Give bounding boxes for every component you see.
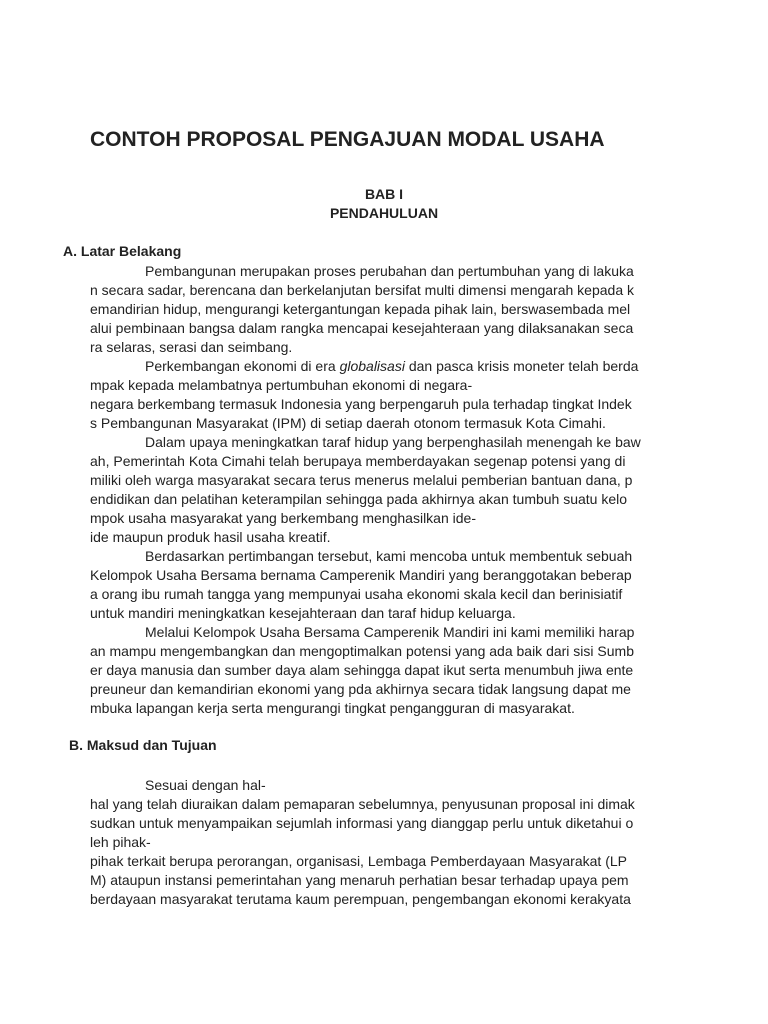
paragraph-line <box>145 357 638 376</box>
paragraph-line: emandirian hidup, mengurangi ketergantungan kepada pihak lain, berswasembada mel <box>90 301 631 317</box>
paragraph-line: Sesuai dengan hal- <box>145 777 266 793</box>
paragraph-line: untuk mandiri meningkatkan kesejahteraan dan taraf hidup keluarga. <box>90 605 516 621</box>
paragraph-line: mpak kepada melambatnya pertumbuhan ekonomi di negara- <box>90 377 473 393</box>
paragraph-line: alui pembinaan bangsa dalam rangka mencapai kesejahteraan yang dilaksanakan seca <box>90 320 634 336</box>
paragraph-line: mbuka lapangan kerja serta mengurangi tingkat pengangguran di masyarakat. <box>90 700 575 716</box>
paragraph-line: preuneur dan kemandirian ekonomi yang pda akhirnya secara tidak langsung dapat me <box>90 681 631 697</box>
paragraph-line: ah, Pemerintah Kota Cimahi telah berupaya memberdayakan segenap potensi yang di <box>90 453 626 469</box>
paragraph-line: negara berkembang termasuk Indonesia yang berpengaruh pula terhadap tingkat Indek <box>90 396 632 412</box>
italic-term-globalisasi: globalisasi <box>339 358 405 374</box>
paragraph-line: ide maupun produk hasil usaha kreatif. <box>90 529 331 545</box>
paragraph-line: Berdasarkan pertimbangan tersebut, kami mencoba untuk membentuk sebuah <box>145 548 633 564</box>
paragraph-line: Kelompok Usaha Bersama bernama Camperenik Mandiri yang beranggotakan beberap <box>90 567 632 583</box>
paragraph-line: Pembangunan merupakan proses perubahan dan pertumbuhan yang di lakuka <box>145 263 634 279</box>
document-title: CONTOH PROPOSAL PENGAJUAN MODAL USAHA <box>90 128 605 151</box>
paragraph-line: a orang ibu rumah tangga yang mempunyai usaha ekonomi skala kecil dan berinisiatif <box>90 586 623 602</box>
paragraph-line: pihak terkait berupa perorangan, organisasi, Lembaga Pemberdayaan Masyarakat (LP <box>90 853 627 869</box>
paragraph-line: miliki oleh warga masyarakat secara terus menerus melalui pemberian bantuan dana, p <box>90 472 633 488</box>
chapter-title: PENDAHULUAN <box>329 205 439 221</box>
paragraph-line: hal yang telah diuraikan dalam pemaparan sebelumnya, penyusunan proposal ini dimak <box>90 796 635 812</box>
paragraph-line: sudkan untuk menyampaikan sejumlah informasi yang dianggap perlu untuk diketahui o <box>90 815 634 831</box>
section-heading-latar-belakang: A. Latar Belakang <box>63 243 182 259</box>
paragraph-line: Dalam upaya meningkatkan taraf hidup yang berpenghasilah menengah ke baw <box>145 434 641 450</box>
paragraph-line: ra selaras, serasi dan seimbang. <box>90 339 293 355</box>
paragraph-line: Melalui Kelompok Usaha Bersama Camperenik Mandiri ini kami memiliki harap <box>145 624 635 640</box>
line-text: Perkembangan ekonomi di era <box>145 358 340 374</box>
paragraph-line: endidikan dan pelatihan keterampilan sehingga pada akhirnya akan tumbuh suatu kelo <box>90 491 628 507</box>
paragraph-line: er daya manusia dan sumber daya alam sehingga dapat ikut serta menumbuh jiwa ente <box>90 662 634 678</box>
paragraph-line: mpok usaha masyarakat yang berkembang menghasilkan ide- <box>90 510 476 526</box>
section-heading-maksud-tujuan: B. Maksud dan Tujuan <box>69 737 217 753</box>
paragraph-line: an mampu mengembangkan dan mengoptimalkan potensi yang ada baik dari sisi Sumb <box>90 643 634 659</box>
paragraph-line: s Pembangunan Masyarakat (IPM) di setiap daerah otonom termasuk Kota Cimahi. <box>90 415 606 431</box>
paragraph-line: M) ataupun instansi pemerintahan yang menaruh perhatian besar terhadap upaya pem <box>90 872 629 888</box>
chapter-number: BAB I <box>364 186 404 202</box>
line-text: dan pasca krisis moneter telah berda <box>404 358 639 374</box>
paragraph-line: n secara sadar, berencana dan berkelanjutan bersifat multi dimensi mengarah kepada k <box>90 282 634 298</box>
paragraph-line: berdayaan masyarakat terutama kaum perempuan, pengembangan ekonomi kerakyata <box>90 891 631 907</box>
paragraph-line: leh pihak- <box>90 834 151 850</box>
